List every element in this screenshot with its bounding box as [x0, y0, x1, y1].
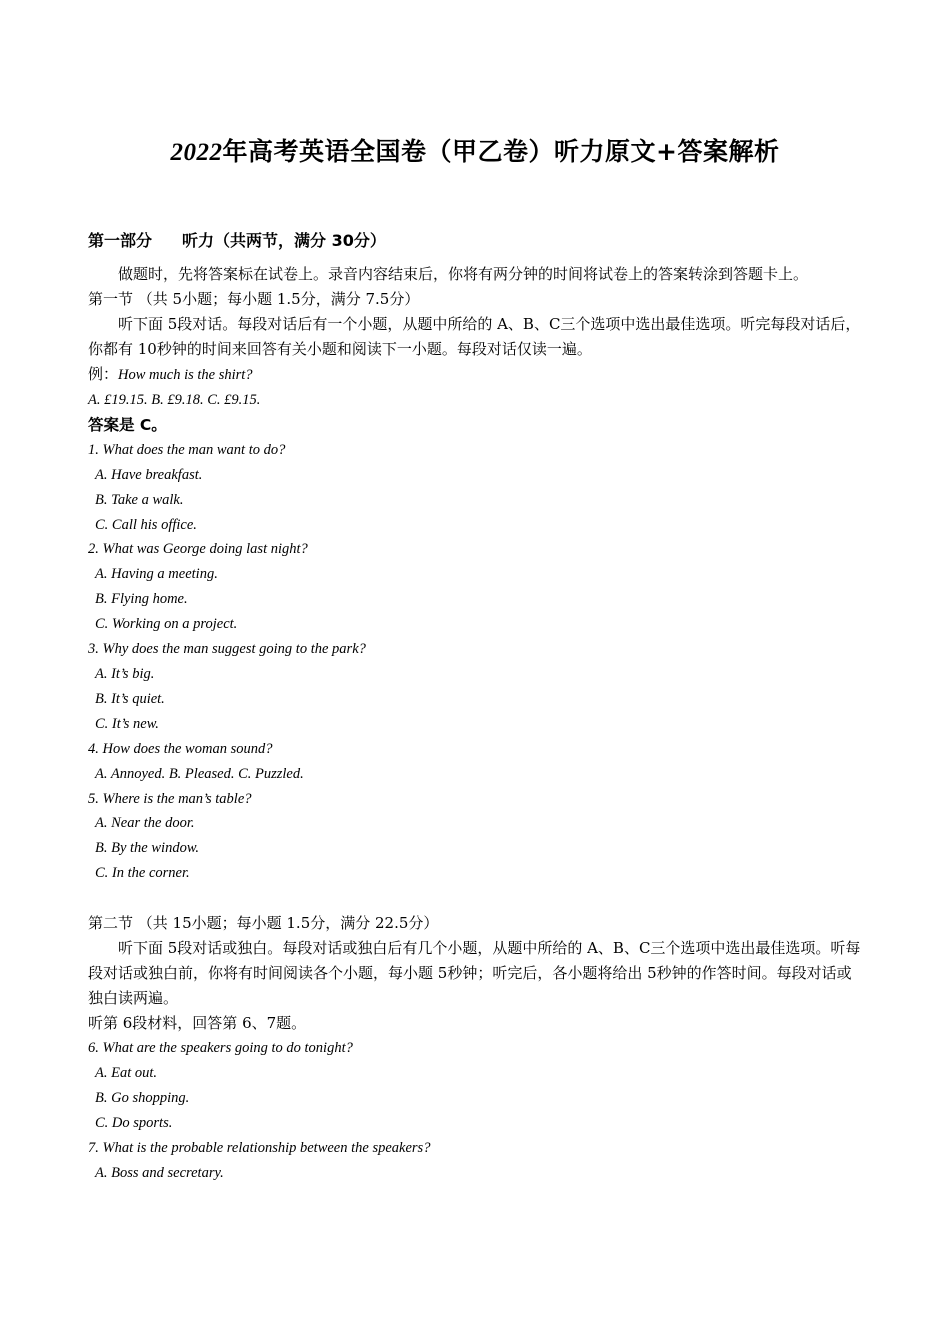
- question-7: 7. What is the probable relationship between the speakers?: [88, 1139, 431, 1156]
- material-6-instruction: 听第 6段材料，回答第 6、7题。: [88, 1014, 307, 1033]
- section1-instruction: 听下面 5段对话。每段对话后有一个小题，从题中所给的 A、B、C三个选项中选出最佳选项。听完每段对话后，你都有 10秒钟的时间来回答有关小题和阅读下一小题。每段对话仅读一遍。: [88, 315, 861, 358]
- part1-heading-label: 第一部分: [88, 231, 153, 250]
- question-2-option-a: A. Having a meeting.: [95, 566, 218, 583]
- document-body: [88, 228, 866, 1186]
- question-1-option-b: B. Take a walk.: [95, 491, 184, 508]
- question-6: 6. What are the speakers going to do tonight?: [88, 1040, 353, 1057]
- question-3-option-b: B. It’s quiet.: [95, 690, 165, 707]
- example-line: [88, 362, 866, 388]
- part1-heading-sub: 听力（共两节，满分 30分）: [182, 231, 386, 250]
- section2-instruction: 听下面 5段对话或独白。每段对话或独白后有几个小题，从题中所给的 A、B、C三个选项中选出最佳选项。听每段对话或独白前，你将有时间阅读各个小题，每小题 5秒钟；听完后，各小题将给出 5秒钟的作答时间。每段对话或独白读两遍。: [88, 939, 861, 1008]
- example-options: A. £19.15. B. £9.18. C. £9.15.: [88, 391, 261, 408]
- question-2-option-c: C. Working on a project.: [95, 616, 238, 633]
- document-title: [0, 132, 950, 168]
- question-7-option-a: A. Boss and secretary.: [95, 1164, 224, 1181]
- section1-heading: 第一节 （共 5小题；每小题 1.5分，满分 7.5分）: [88, 290, 420, 308]
- question-1-option-a: A. Have breakfast.: [95, 466, 203, 483]
- section-spacer: [88, 886, 866, 911]
- question-1: 1. What does the man want to do?: [88, 441, 286, 458]
- question-3: 3. Why does the man suggest going to the park?: [88, 641, 366, 658]
- question-4-options: A. Annoyed. B. Pleased. C. Puzzled.: [95, 765, 304, 782]
- part1-instruction: 做题时，先将答案标在试卷上。录音内容结束后，你将有两分钟的时间将试卷上的答案转涂到答题卡上。: [118, 265, 809, 283]
- question-6-option-a: A. Eat out.: [95, 1065, 158, 1082]
- example-question: How much is the shirt?: [118, 367, 253, 383]
- question-1-option-c: C. Call his office.: [95, 516, 197, 533]
- question-6-option-b: B. Go shopping.: [95, 1089, 190, 1106]
- question-6-option-c: C. Do sports.: [95, 1114, 173, 1131]
- question-4: 4. How does the woman sound?: [88, 740, 273, 757]
- question-2-option-b: B. Flying home.: [95, 591, 188, 608]
- title-text: 年高考英语全国卷（甲乙卷）听力原文+答案解析: [222, 137, 780, 166]
- example-label: 例：: [88, 365, 119, 383]
- question-2: 2. What was George doing last night?: [88, 541, 308, 558]
- part1-heading: [88, 228, 866, 254]
- question-3-option-c: C. It’s new.: [95, 715, 159, 732]
- question-5: 5. Where is the man’s table?: [88, 790, 252, 807]
- title-year: 2022: [170, 139, 223, 166]
- question-3-option-a: A. It’s big.: [95, 665, 155, 682]
- question-5-option-b: B. By the window.: [95, 840, 200, 857]
- example-answer: 答案是 C。: [88, 415, 167, 434]
- section2-heading: 第二节 （共 15小题；每小题 1.5分，满分 22.5分）: [88, 914, 439, 933]
- question-5-option-a: A. Near the door.: [95, 815, 195, 832]
- question-5-option-c: C. In the corner.: [95, 865, 190, 882]
